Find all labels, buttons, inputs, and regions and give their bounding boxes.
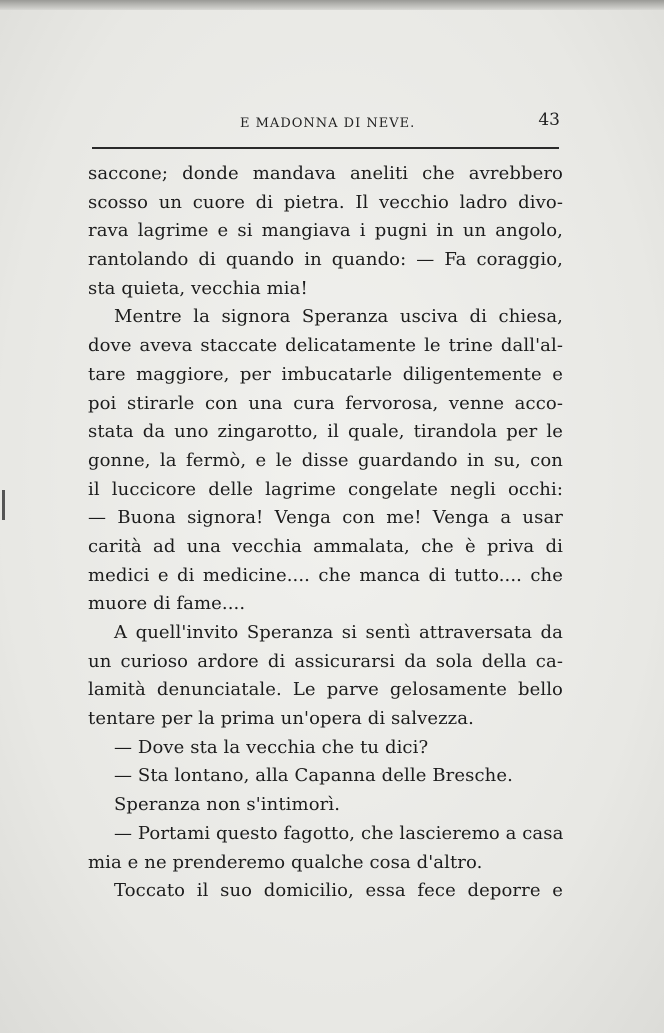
margin-shadow <box>2 490 5 520</box>
text-line: rava lagrime e si mangiava i pugni in un angolo, <box>88 220 563 242</box>
text-line: Speranza non s'intimorì. <box>114 794 341 816</box>
text-line: muore di fame.... <box>88 593 246 615</box>
text-line: rantolando di quando in quando: — Fa coraggio, <box>88 249 563 271</box>
text-line: — Sta lontano, alla Capanna delle Bresche. <box>114 765 513 787</box>
text-line: — Portami questo fagotto, che lascieremo a casa <box>114 822 564 844</box>
text-line: gonne, la fermò, e le disse guardando in su, con <box>88 449 563 471</box>
page-header <box>88 108 568 134</box>
text-line: lamità denunciatale. Le parve gelosamente bello <box>88 679 563 701</box>
page-number: 43 <box>538 110 560 130</box>
text-line: medici e di medicine.... che manca di tutto.... che <box>88 564 563 586</box>
running-title: E MADONNA DI NEVE. <box>240 116 416 131</box>
text-line: scosso un cuore di pietra. Il vecchio ladro divo- <box>88 191 563 213</box>
text-line: tentare per la prima un'opera di salvezza. <box>88 708 474 730</box>
text-line: — Dove sta la vecchia che tu dici? <box>114 736 429 758</box>
text-line: Toccato il suo domicilio, essa fece deporre e <box>114 880 563 902</box>
header-rule <box>92 147 559 149</box>
text-line: stata da uno zingarotto, il quale, tirandola per le <box>88 421 563 443</box>
text-line: il luccicore delle lagrime congelate negli occhi: <box>88 478 563 500</box>
text-line: sta quieta, vecchia mia! <box>88 277 308 299</box>
body-text <box>88 160 563 906</box>
text-line: saccone; donde mandava aneliti che avrebbero <box>88 163 563 184</box>
text-line: un curioso ardore di assicurarsi da sola della ca- <box>88 650 563 672</box>
text-line: Mentre la signora Speranza usciva di chiesa, <box>114 306 563 328</box>
text-line: dove aveva staccate delicatamente le trine dall'al- <box>88 335 563 357</box>
text-line: tare maggiore, per imbucatarle diligentemente e <box>88 363 563 385</box>
page-top-edge <box>0 0 664 10</box>
text-line: poi stirarle con una cura fervorosa, venne acco- <box>88 392 563 414</box>
text-line: mia e ne prenderemo qualche cosa d'altro. <box>88 851 483 873</box>
text-line: — Buona signora! Venga con me! Venga a usar <box>88 507 563 529</box>
text-line: A quell'invito Speranza si sentì attraversata da <box>114 622 563 643</box>
text-line: carità ad una vecchia ammalata, che è priva di <box>88 535 563 557</box>
